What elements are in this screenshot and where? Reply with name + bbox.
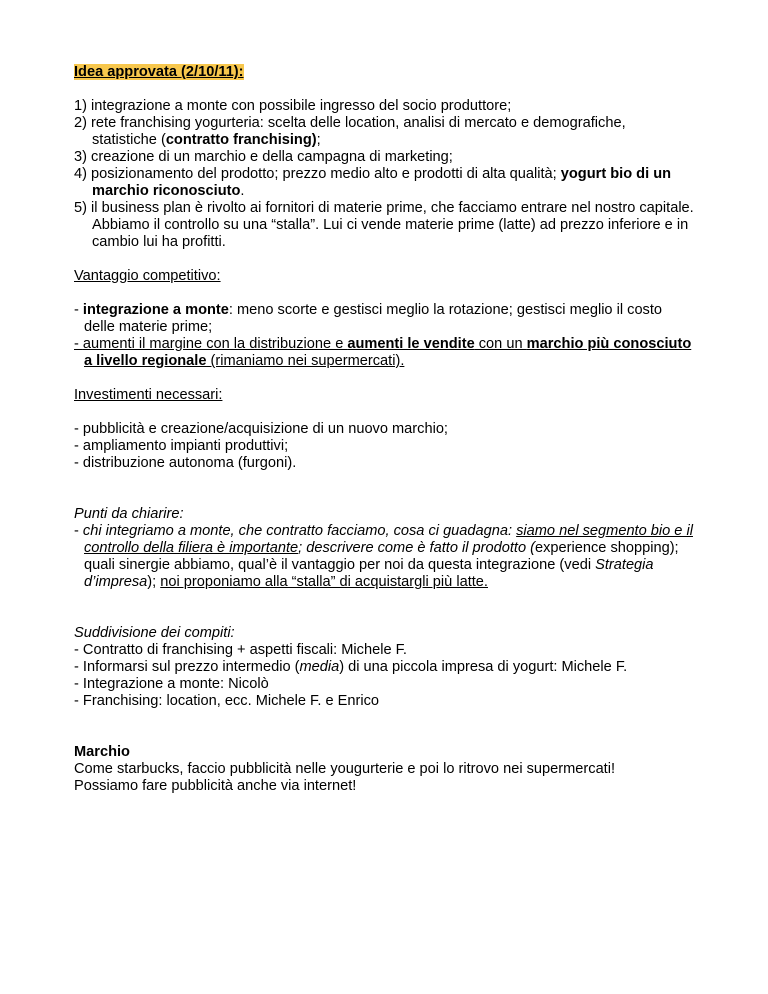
marchio-line-2: Possiamo fare pubblicità anche via internet! — [74, 778, 357, 794]
list-item: - integrazione a monte: meno scorte e gestisci meglio la rotazione; gestisci meglio il costo delle materie prime; — [74, 302, 663, 335]
list-item: - ampliamento impianti produttivi; — [74, 438, 289, 454]
punti-heading: Punti da chiarire: — [74, 506, 184, 522]
compiti-heading: Suddivisione dei compiti: — [74, 625, 235, 641]
list-item: - aumenti il margine con la distribuzione e aumenti le vendite con un marchio più conosciuto a livello regionale (rimaniamo nei supermercati). — [74, 336, 692, 369]
list-item: 2) rete franchising yogurteria: scelta delle location, analisi di mercato e demografiche, statistiche (contratto franchising); — [74, 115, 626, 148]
list-item: 1) integrazione a monte con possibile ingresso del socio produttore; — [74, 98, 512, 114]
list-item: - distribuzione autonoma (furgoni). — [74, 455, 297, 471]
list-item: 3) creazione di un marchio e della campagna di marketing; — [74, 149, 453, 165]
investimenti-heading: Investimenti necessari: — [74, 387, 223, 403]
list-item: - Franchising: location, ecc. Michele F. e Enrico — [74, 693, 379, 709]
list-item: 4) posizionamento del prodotto; prezzo medio alto e prodotti di alta qualità; yogurt bio di un marchio riconosciuto. — [74, 166, 672, 199]
list-item: - Informarsi sul prezzo intermedio (media) di una piccola impresa di yogurt: Michele F. — [74, 659, 628, 675]
list-item: - Contratto di franchising + aspetti fiscali: Michele F. — [74, 642, 407, 658]
list-item: 5) il business plan è rivolto ai fornitori di materie prime, che facciamo entrare nel nostro capitale. Abbiamo il controllo su una “stalla”. Lui ci vende materie prime (latte) ad prezzo inferiore e in cambio lui ha profitti. — [74, 200, 694, 250]
list-item: - chi integriamo a monte, che contratto facciamo, cosa ci guadagna: siamo nel segmento bio e il controllo della filiera è importante; descrivere come è fatto il prodotto (experience shopping); quali sinergie abbiamo, qual’è il vantaggio per noi da questa integrazione (vedi Strategia d’impresa); noi proponiamo alla “stalla” di acquistargli più latte. — [74, 523, 693, 590]
list-item: - Integrazione a monte: Nicolò — [74, 676, 269, 692]
document-page — [74, 64, 694, 795]
highlighted-heading: Idea approvata (2/10/11): — [74, 64, 244, 80]
list-item: - pubblicità e creazione/acquisizione di un nuovo marchio; — [74, 421, 448, 437]
idea-list — [74, 98, 694, 251]
marchio-line-1: Come starbucks, faccio pubblicità nelle yougurterie e poi lo ritrovo nei supermercati! — [74, 761, 616, 777]
idea-heading — [74, 64, 694, 81]
marchio-heading: Marchio — [74, 744, 130, 760]
vantaggio-heading: Vantaggio competitivo: — [74, 268, 221, 284]
